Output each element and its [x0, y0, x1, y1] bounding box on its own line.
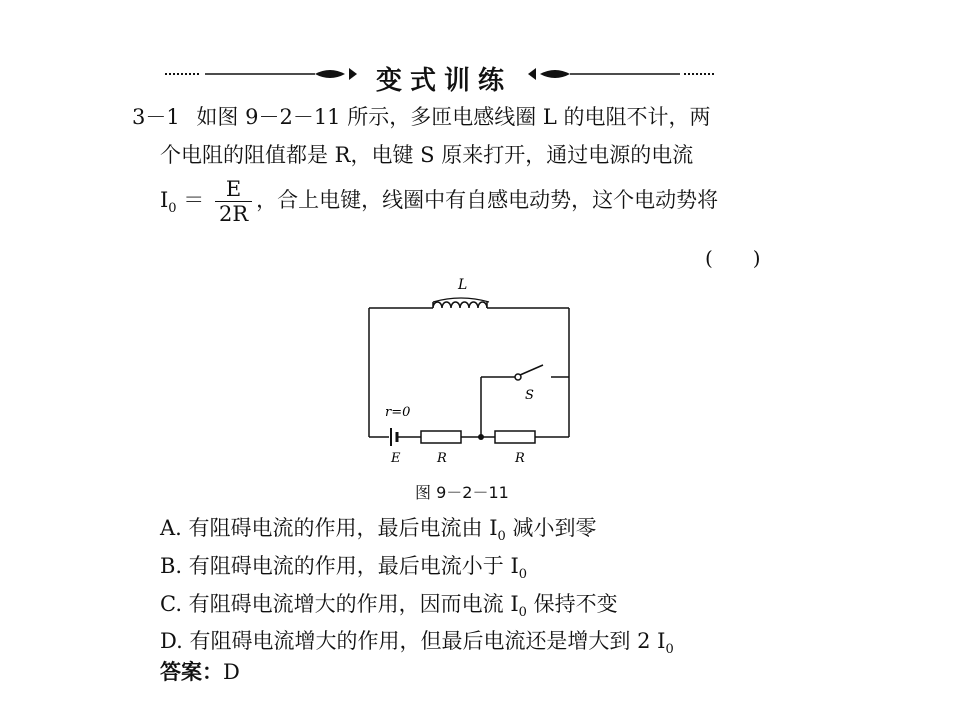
choice-b: [160, 550, 527, 582]
answer-value: D: [223, 660, 240, 684]
switch-blade: [520, 365, 543, 375]
choice-d: [160, 625, 674, 657]
problem-text-2: 个电阻的阻值都是 R，电键 S 原来打开，通过电源的电流: [160, 143, 694, 167]
choice-d-sub: 0: [665, 642, 674, 658]
choice-c-tail: 保持不变: [526, 592, 618, 616]
choice-a: [160, 512, 596, 544]
answer-label: 答案：: [160, 659, 223, 684]
resistor-1-label: R: [437, 451, 447, 466]
problem-line-3: [160, 177, 718, 226]
switch-label: S: [525, 388, 534, 403]
choice-c: [160, 588, 618, 620]
choice-a-text: A. 有阻碍电流的作用，最后电流由 I: [160, 516, 498, 540]
inductor-label: L: [458, 277, 468, 293]
choice-c-text: C. 有阻碍电流增大的作用，因而电流 I: [160, 592, 519, 616]
choice-c-sub: 0: [518, 605, 527, 621]
title-right-ornament: [520, 62, 720, 86]
fraction-numerator: E: [215, 177, 252, 202]
answer-bracket: ( ): [705, 246, 761, 270]
equals-sign: ＝: [183, 188, 205, 212]
problem-text-1: 如图 9－2－11 所示，多匝电感线圈 L 的电阻不计，两: [196, 105, 711, 129]
resistor-2-label: R: [515, 451, 525, 466]
inductor-coil: [433, 302, 490, 308]
inductor-core: [433, 298, 489, 302]
current-symbol: I: [160, 188, 169, 212]
choice-b-text: B. 有阻碍电流的作用，最后电流小于 I: [160, 554, 519, 578]
problem-text-3: ，合上电键，线圈中有自感电动势，这个电动势将: [256, 188, 719, 212]
choice-a-tail: 减小到零: [505, 516, 597, 540]
figure-caption: 图 9－2－11: [415, 483, 509, 502]
resistor-2: [495, 431, 535, 443]
fraction: [215, 177, 252, 226]
title-left-ornament: [165, 62, 365, 86]
problem-line-1: [132, 103, 711, 131]
choice-b-sub: 0: [518, 567, 528, 583]
problem-number: 3－1: [132, 105, 180, 129]
section-title: 变式训练: [376, 66, 513, 96]
resistor-1: [421, 431, 461, 443]
choice-a-sub: 0: [497, 529, 506, 545]
fraction-denominator: 2R: [218, 202, 249, 226]
current-subscript: 0: [168, 201, 177, 217]
choice-d-text: D. 有阻碍电流增大的作用，但最后电流还是增大到 2 I: [160, 629, 666, 653]
internal-resistance-label: r=0: [385, 405, 411, 420]
answer: [160, 656, 240, 686]
emf-label: E: [391, 451, 401, 466]
circuit-diagram: [355, 268, 585, 473]
